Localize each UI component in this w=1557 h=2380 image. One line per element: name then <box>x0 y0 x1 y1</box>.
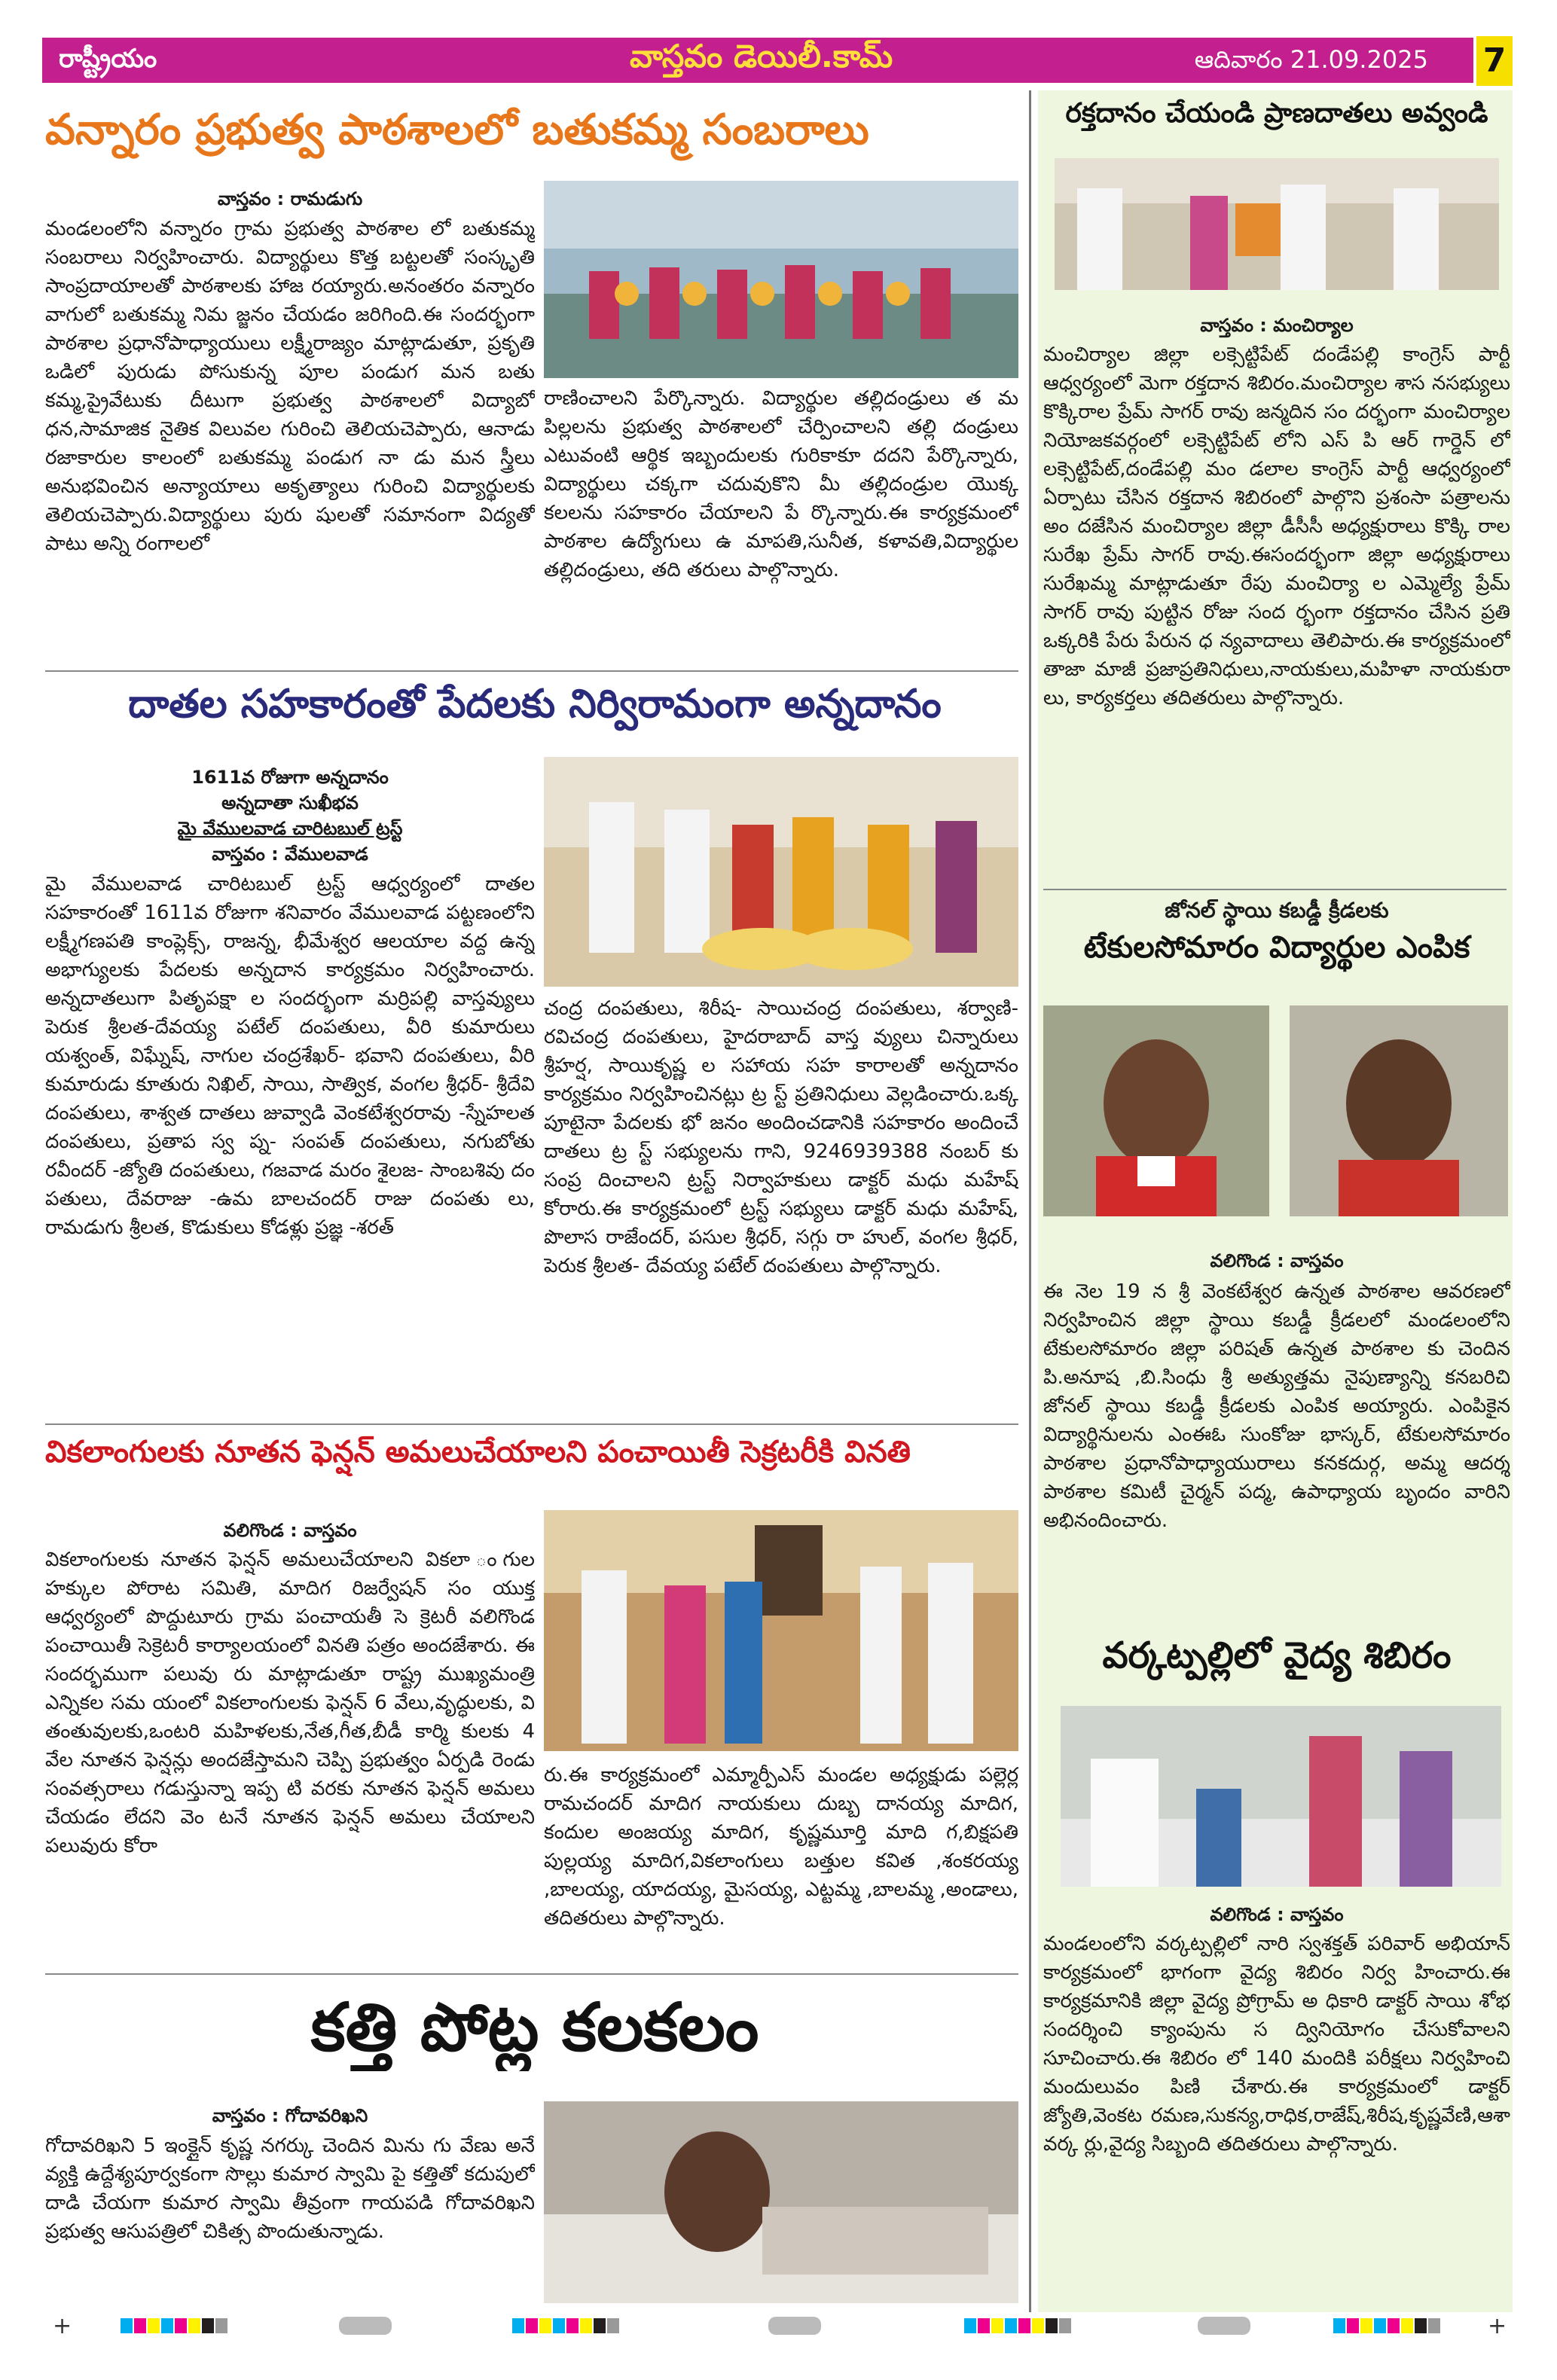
dateline: వాస్తవం : వేములవాడ <box>212 844 368 865</box>
photo-student-sindhu <box>1290 1005 1508 1216</box>
photo-bathukamma-students <box>544 181 1018 378</box>
headline-blood-donation: రక్తదానం చేయండి ప్రాణదాతలు అవ్వండి <box>1065 98 1488 129</box>
article-body-col1: మై వేములవాడ చారిటబుల్ ట్రస్ట్ ఆధ్వర్యంలో దాతల సహకారంతో 1611వ రోజుగా శనివారం వేములవాడ పట్టణంలోని లక్ష్మీగణపతి కాంప్లెక్స్, రాజన్న, భీమేశ్వర ఆలయాల వద్ద ఉన్న అభాగ్యులకు పేదలకు అన్నదాన కార్యక్రమం నిర్వహించారు. అన్నదాతలుగా పితృపక్షా ల సందర్భంగా మర్రిపల్లి వాస్తవ్యులు పెరుక శ్రీలత-దేవయ్య పటేల్ దంపతులు, వీరి కుమారులు యశ్వంత్, విఘ్నేష్, నాగుల చంద్రశేఖర్- భవాని దంపతులు, వీరి కుమారుడు కూతురు నిఖిల్, సాయి, సాత్విక, వంగల శ్రీధర్- శ్రీదేవి దంపతులు, శాశ్వత దాతలు జువ్వాడి వెంకటేశ్వరరావు -స్నేహలత దంపతులు, ప్రతాప స్వ ప్న- సంపత్ దంపతులు, నగుబోతు రవీందర్ -జ్యోతి దంపతులు, గజవాడ మరం శైలజ- సాంబశివు దం పతులు, దేవరాజు -ఉమ బాలచందర్ రాజు దంపతు లు, రామడుగు శ్రీలత, కొడుకులు కోడళ్లు ప్రజ్ఞ -శరత్ <box>45 873 535 1239</box>
article-body-col1: మండలంలోని వన్నారం గ్రామ ప్రభుత్వ పాఠశాల లో బతుకమ్మ సంబరాలు నిర్వహించారు. విద్యార్థులు కొత్త బట్టలతో సంస్కృతి సాంప్రదాయాలతో పాఠశాలకు హాజ రయ్యారు.అనంతరం వన్నారం వాగులో బతుకమ్మ నిమ జ్జనం చేయడం జరిగింది.ఈ సందర్భంగా పాఠశాల ప్రధానోపాధ్యాయులు లక్ష్మీరాజ్యం మాట్లాడుతూ, ప్రకృతి ఒడిలో పురుడు పోసుకున్న పూల పండుగ మన బతు కమ్మ,ప్రైవేటుకు దీటుగా ప్రభుత్వ పాఠశాలలో విద్యాబో ధన,సామాజిక నైతిక విలువల గురించి తెలియచెప్పారు, ఆనాడు రజాకారుల కాలంలో బతుకమ్మ పండుగ నా డు మన స్త్రీలు అనుభవించిన అన్యాయాలు అకృత్యాలు గురించి విద్యార్థులకు తెలియచెప్పారు.విద్యార్థులు పురు షులతో సమానంగా విద్యతో పాటు అన్ని రంగాలలో <box>45 218 535 555</box>
article-body-col2: రు.ఈ కార్యక్రమంలో ఎమ్మార్పీఎస్ మండల అధ్యక్షుడు పల్లెర్ల రామచందర్ మాదిగ నాయకులు దుబ్బ దానయ్య మాదిగ, కందుల అంజయ్య మాదిగ, కృష్ణమూర్తి మాది గ,బిక్షపతి పుల్లయ్య మాదిగ,వికలాంగులు బత్తుల కవిత ,శంకరయ్య ,బాలయ్య, యాదయ్య, మైసయ్య, ఎట్టమ్మ ,బాలమ్మ ,అండాలు, తదితరులు పాల్గొన్నారు. <box>544 1764 1018 1930</box>
article-body: మండలంలోని వర్కట్పల్లిలో నారి స్వశక్తత్ పరివార్ అభియాన్ కార్యక్రమంలో భాగంగా వైద్య శిబిరం నిర్వ హించారు.ఈ కార్యక్రమానికి జిల్లా వైద్య ప్రోగ్రామ్ అ ధికారి డాక్టర్ సాయి శోభ సందర్శించి క్యాంపును స ద్వినియోగం చేసుకోవాలని సూచించారు.ఈ శిబిరం లో 140 మందికి పరీక్షలు నిర్వహించి మందులువం పిణి చేశారు.ఈ కార్యక్రమంలో డాక్టర్ జ్యోతి,వెంకట రమణ,సుకన్య,రాధిక,రాజేష్,శిరీష,కృష్ణవేణి,ఆశా వర్క ర్లు,వైద్య సిబ్బంది తదితరులు పాల్గొన్నారు. <box>1043 1933 1510 2156</box>
page-header <box>42 38 1473 83</box>
masthead: వాస్తవం డెయిలీ.కామ్ <box>630 38 893 75</box>
photo-medical-camp <box>1061 1706 1501 1887</box>
article-body: ఈ నెల 19 న శ్రీ వెంకటేశ్వర ఉన్నత పాఠశాల ఆవరణలో నిర్వహించిన జిల్లా స్థాయి కబడ్డీ క్రీడలలో మండలంలోని టేకులసోమారం జిల్లా పరిషత్ ఉన్నత పాఠశాల కు చెందిన పి.అనూష ,బి.సింధు శ్రీ అత్యుత్తమ నైపుణ్యాన్ని కనబరిచి జోనల్ స్థాయి కబడ్డీ క్రీడలకు ఎంపిక అయ్యారు. ఎంపికైన విద్యార్థినులను ఎంఈఓ సుంకోజు భాస్కర్, టేకులసోమారం పాఠశాల ప్రధానోపాధ్యాయురాలు కనకదుర్గ, అమ్మ ఆదర్శ పాఠశాల కమిటీ చైర్మన్ పద్మ, ఉపాధ్యాయ బృందం వారిని అభినందించారు. <box>1043 1280 1510 1532</box>
headline-kabaddi: టేకులసోమారం విద్యార్థుల ఎంపిక <box>1083 930 1470 965</box>
headline-bathukamma: వన్నారం ప్రభుత్వ పాఠశాలలో బతుకమ్మ సంబరాలు <box>45 105 869 154</box>
dateline: వాస్తవం : రామడుగు <box>217 188 363 209</box>
kicker-line-3: మై వేములవాడ చారిటబుల్ ట్రస్ట్ <box>177 818 403 839</box>
headline-annadanam: దాతల సహకారంతో పేదలకు నిర్విరామంగా అన్నదానం <box>128 682 942 727</box>
photo-student-anusha <box>1043 1005 1269 1216</box>
issue-date: ఆదివారం 21.09.2025 <box>1194 45 1428 74</box>
divider <box>45 670 1018 672</box>
kicker-line-2: అన్నదాతా సుఖీభవ <box>221 792 359 813</box>
article-body: మంచిర్యాల జిల్లా లక్సెట్టిపేట్ దండేపల్లి కాంగ్రెస్ పార్టీ ఆధ్వర్యంలో మెగా రక్తదాన శిబిరం.మంచిర్యాల శాస నసభ్యులు కొక్కిరాల ప్రేమ్ సాగర్ రావు జన్మదిన సం దర్భంగా మంచిర్యాల నియోజకవర్గంలో లక్సెట్టిపేట్ లోని ఎస్ పి ఆర్ గార్డెన్ లో లక్సెట్టిపేట్,దండేపల్లి మం డలాల కాంగ్రెస్ పార్టీ ఆధ్వర్యంలో ఏర్పాటు చేసిన రక్తదాన శిబిరంలో పాల్గొని ప్రశంసా పత్రాలను అం దజేసిన మంచిర్యాల జిల్లా డీసీసీ అధ్యక్షురాలు కొక్కి రాల సురేఖ ప్రేమ్ సాగర్ రావు.ఈసందర్భంగా జిల్లా అధ్యక్షురాలు సురేఖమ్మ మాట్లాడుతూ రేపు మంచిర్యా ల ఎమ్మెల్యే ప్రేమ్ సాగర్ రావు పుట్టిన రోజు సంద ర్భంగా రక్తదానం చేసిన ప్రతి ఒక్కరికి పేరు పేరున ధ న్యవాదాలు తెలిపారు.ఈ కార్యక్రమంలో తాజా మాజీ ప్రజాప్రతినిధులు,నాయకులు,మహిళా నాయకురా లు, కార్యకర్తలు తదితరులు పాల్గొన్నారు. <box>1043 343 1510 709</box>
photo-blood-donation <box>1055 158 1499 290</box>
photo-hospital-victim <box>544 2101 1018 2303</box>
dateline: వలిగొండ : వాస్తవం <box>223 1520 357 1541</box>
svg-text:+: + <box>53 2313 72 2339</box>
dateline: వలిగొండ : వాస్తవం <box>1210 1250 1344 1271</box>
dateline: వాస్తవం : మంచిర్యాల <box>1200 315 1354 336</box>
divider <box>45 1423 1018 1425</box>
color-registration-bar <box>45 2311 1514 2341</box>
divider <box>1043 889 1507 890</box>
article-body-col2: రాణించాలని పేర్కొన్నారు. విద్యార్థుల తల్లిదండ్రులు త మ పిల్లలను ప్రభుత్వ పాఠశాలలో చేర్పించాలని తల్లి దండ్రులు ఎటువంటి ఆర్థిక ఇబ్బందులకు గురికాకూ దదని పేర్కొన్నారు, విద్యార్థులు చక్కగా చదువుకొని మీ తల్లిదండ్రుల యొక్క కలలను సహకారం చేయాలని పే ర్కొన్నారు.ఈ కార్యక్రమంలో పాఠశాల ఉద్యోగులు ఉ మాపతి,సునీత, కళావతి,విద్యార్థుల తల్లిదండ్రులు, తది తరులు పాల్గొన్నారు. <box>544 387 1018 581</box>
article-body-col1: వికలాంగులకు నూతన ఫెన్షన్ అమలుచేయాలని వికలా ంగుల హక్కుల పోరాట సమితి, మాదిగ రిజర్వేషన్ సం యుక్త ఆధ్వర్యంలో పొద్దుటూరు గ్రామ పంచాయతీ సె క్రెటరీ వలిగొండ పంచాయితీ సెక్రెటరీ కార్యాలయంలో వినతి పత్రం అందజేశారు. ఈ సందర్భముగా పలువు రు మాట్లాడుతూ రాష్ట్ర ముఖ్యమంత్రి ఎన్నికల సమ యంలో వికలాంగులకు ఫెన్షన్ 6 వేలు,వృద్ధులకు, వి తంతువులకు,ఒంటరి మహిళలకు,నేత,గీత,బీడీ కార్మి కులకు 4 వేల నూతన ఫెన్షన్లు అందజేస్తామని చెప్పి ప్రభుత్వం ఏర్పడి రెండు సంవత్సరాలు గడుస్తున్నా ఇప్ప టి వరకు నూతన ఫెన్షన్ అమలు చేయడం లేదని వెం టనే నూతన ఫెన్షన్ అమలు చేయాలని పలువురు కోరా <box>45 1549 535 1857</box>
divider <box>45 1973 1018 1975</box>
headline-stabbing: కత్తి పోట్ల కలకలం <box>310 1988 759 2066</box>
dateline: వాస్తవం : గోదావరిఖని <box>212 2105 368 2126</box>
kicker-line-1: 1611వ రోజుగా అన్నదానం <box>191 767 389 788</box>
svg-text:+: + <box>1488 2313 1507 2339</box>
section-label: రాష్ట్రీయం <box>59 44 157 74</box>
photo-annadanam-trust <box>544 757 1018 987</box>
article-body-col2: చంద్ర దంపతులు, శిరీష- సాయిచంద్ర దంపతులు, శర్వాణి- రవిచంద్ర దంపతులు, హైదరాబాద్ వాస్త వ్యులు చిన్నారులు శ్రీహర్ష, సాయికృష్ణ ల సహాయ సహ కారాలతో అన్నదానం కార్యక్రమం నిర్వహించినట్లు ట్ర స్ట్ ప్రతినిధులు వెల్లడించారు.ఒక్క పూటైనా పేదలకు భో జనం అందించడానికి సహకారం అందించే దాతలు ట్ర స్ట్ సభ్యులను గాని, 9246939388 నంబర్ కు సంప్ర దించాలని ట్రస్ట్ నిర్వాహకులు డాక్టర్ మధు మహేష్ కోరారు.ఈ కార్యక్రమంలో ట్రస్ట్ సభ్యులు డాక్టర్ మధు మహేష్, పొలాస రాజేందర్, పసుల శ్రీధర్, సగ్గు రా హుల్, వంగల శ్రీధర్, పెరుక శ్రీలత- దేవయ్య పటేల్ దంపతులు పాల్గొన్నారు. <box>544 997 1018 1277</box>
headline-pension-petition: వికలాంగులకు నూతన ఫెన్షన్ అమలుచేయాలని పంచాయితీ సెక్రటరీకి వినతి <box>45 1435 911 1469</box>
dateline: వలిగొండ : వాస్తవం <box>1210 1904 1344 1925</box>
kicker-kabaddi: జోనల్ స్థాయి కబడ్డీ క్రీడలకు <box>1165 898 1389 923</box>
article-body: గోదావరిఖని 5 ఇంక్లైన్ కృష్ణ నగర్కు చెందిన మిను గు వేణు అనే వ్యక్తి ఉద్దేశ్యపూర్వకంగా సొల్లు కుమార స్వామి పై కత్తితో కదుపులో దాడి చేయగా కుమార స్వామి తీవ్రంగా గాయపడి గోదావరిఖని ప్రభుత్వ ఆసుపత్రిలో చికిత్స పొందుతున్నాడు. <box>45 2134 535 2243</box>
photo-pension-petition <box>544 1510 1018 1751</box>
page-number: 7 <box>1476 36 1513 86</box>
column-divider <box>1029 90 1031 2312</box>
headline-medical-camp: వర్కట్పల్లిలో వైద్య శిబిరం <box>1102 1634 1452 1677</box>
